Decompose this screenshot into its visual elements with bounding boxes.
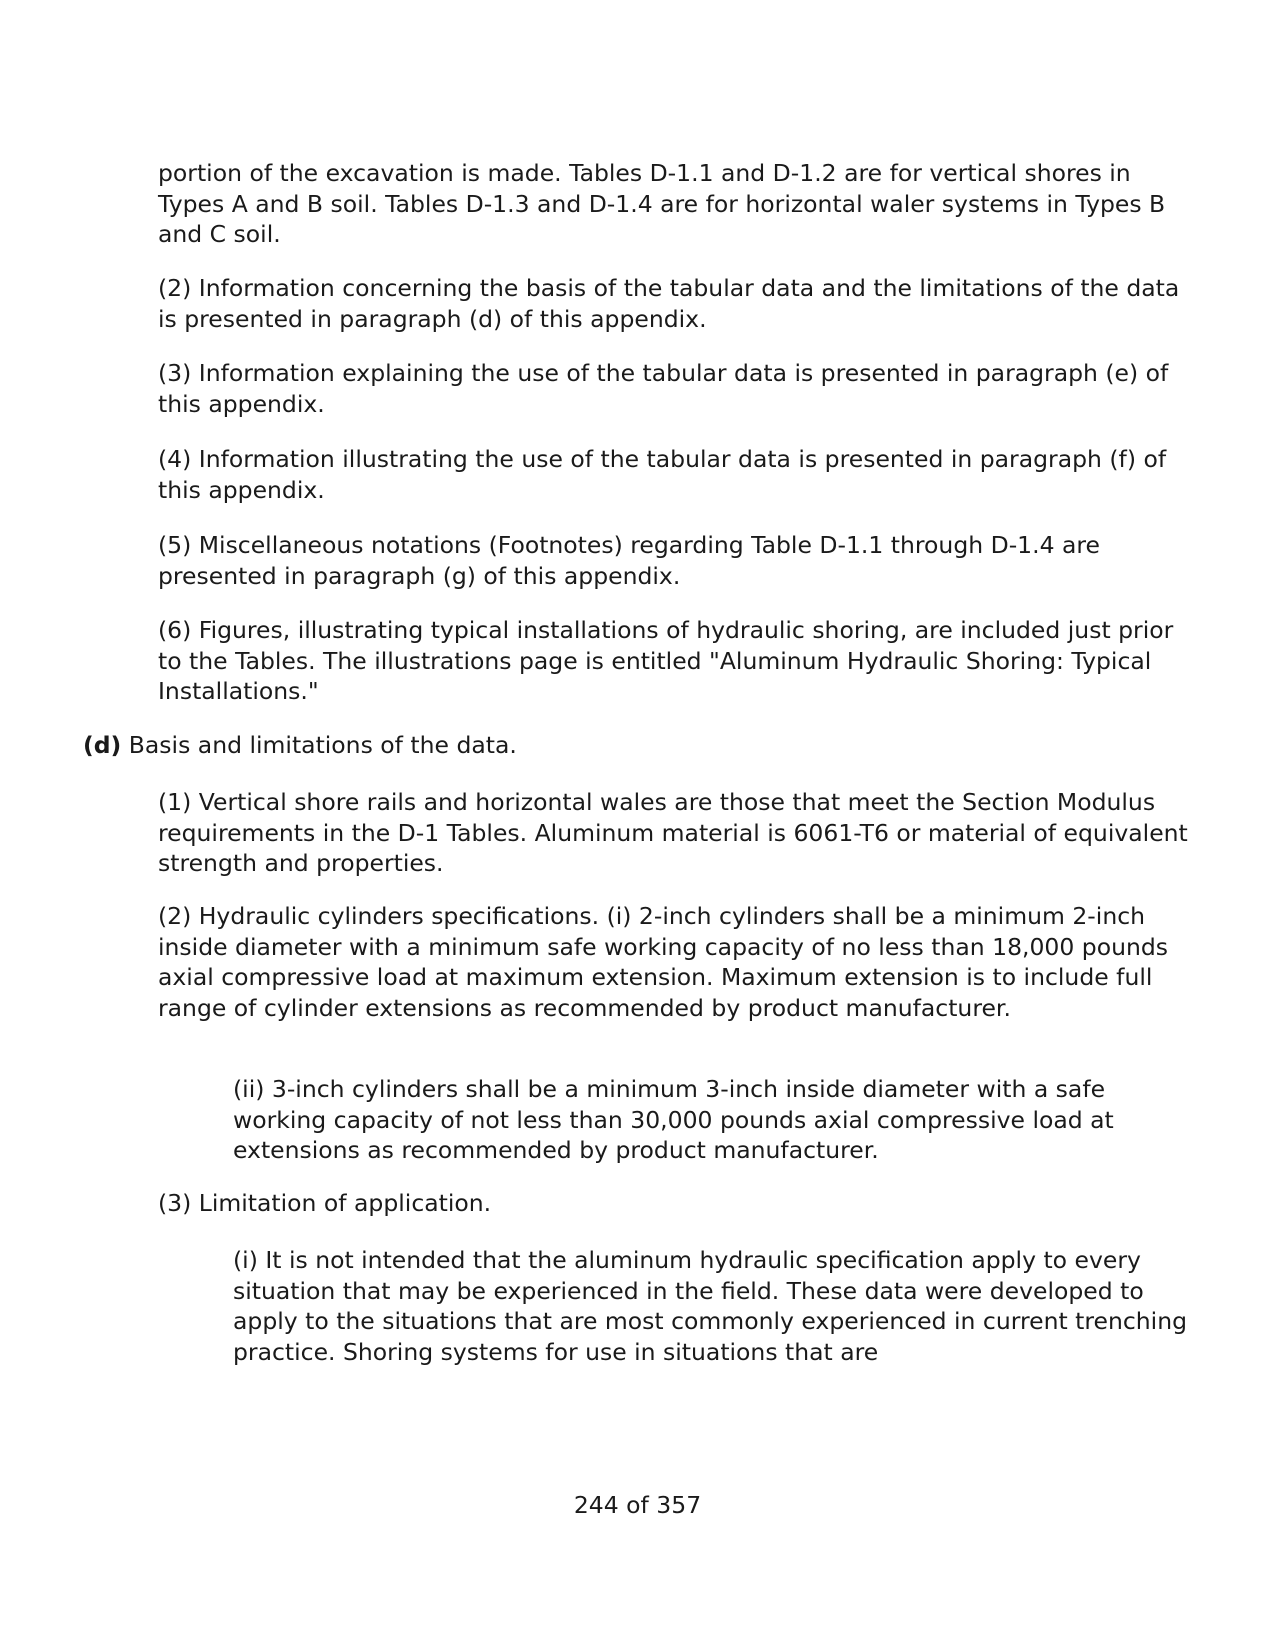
section-d-heading: [83, 730, 1193, 761]
paragraph-d-2-ii: (ii) 3-inch cylinders shall be a minimum 3-inch inside diameter with a safe working capacity of not less than 30,000 pounds axial compressive load at extensions as recommended by product manufacturer.: [233, 1075, 1114, 1164]
paragraph-d-3: (3) Limitation of application.: [158, 1189, 492, 1217]
paragraph-c-4: (4) Information illustrating the use of the tabular data is presented in paragraph (f) of this appendix.: [158, 445, 1167, 504]
paragraph-d-1: (1) Vertical shore rails and horizontal wales are those that meet the Section Modulus requirements in the D-1 Tables. Aluminum material is 6061-T6 or material of equivalent strength and properties.: [158, 788, 1188, 877]
paragraph-c-2: (2) Information concerning the basis of the tabular data and the limitations of the data is presented in paragraph (d) of this appendix.: [158, 274, 1180, 333]
paragraph-c-5: (5) Miscellaneous notations (Footnotes) regarding Table D-1.1 through D-1.4 are presented in paragraph (g) of this appendix.: [158, 531, 1101, 590]
paragraph-d-3-i: (i) It is not intended that the aluminum hydraulic specification apply to every situation that may be experienced in the field. These data were developed to apply to the situations that are most commonly experienced in current trenching practice. Shoring systems for use in situations that are: [233, 1246, 1188, 1366]
paragraph-c-3: (3) Information explaining the use of the tabular data is presented in paragraph (e) of this appendix.: [158, 359, 1169, 418]
section-d-title: Basis and limitations of the data.: [121, 731, 517, 759]
paragraph-d-2: (2) Hydraulic cylinders specifications. (i) 2-inch cylinders shall be a minimum 2-inch inside diameter with a minimum safe working capacity of no less than 18,000 pounds axial compressive load at maximum extension. Maximum extension is to include full range of cylinder extensions as recommended by product manufacturer.: [158, 902, 1169, 1022]
paragraph-c-6: (6) Figures, illustrating typical installations of hydraulic shoring, are included just prior to the Tables. The illustrations page is entitled "Aluminum Hydraulic Shoring: Typical Installations.": [158, 616, 1174, 705]
paragraph-intro-continuation: portion of the excavation is made. Tables D-1.1 and D-1.2 are for vertical shores in Types A and B soil. Tables D-1.3 and D-1.4 are for horizontal waler systems in Types B and C soil.: [158, 159, 1166, 248]
section-d-label: (d): [83, 731, 122, 759]
page-number: 244 of 357: [573, 1491, 702, 1519]
